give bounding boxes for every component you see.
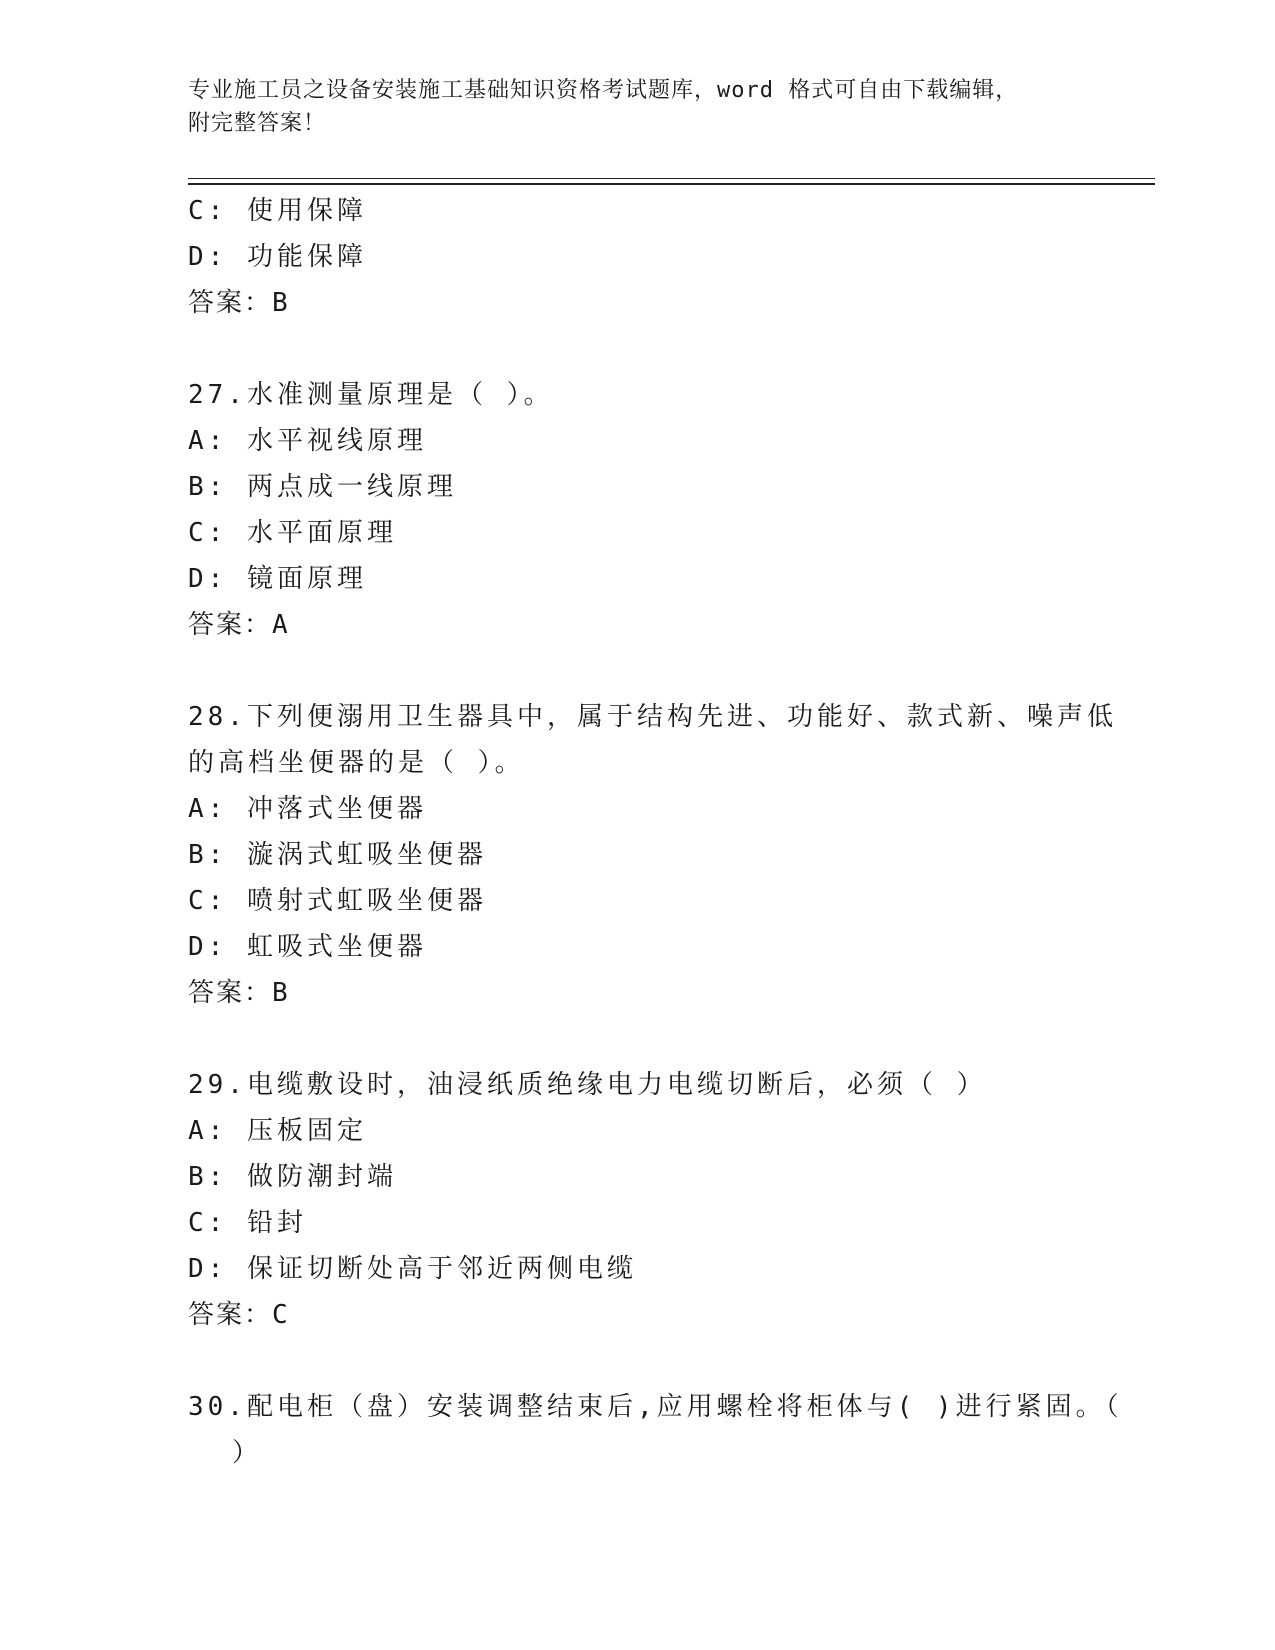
question-stem: 27.水准测量原理是（ ）。 [188,380,554,410]
question-30 [188,1384,1123,1476]
answer-line [188,280,1088,326]
answer-value: C [272,1300,288,1330]
answer-label: 答案： [188,288,273,318]
option-b: B: 两点成一线原理 [188,472,457,502]
question-stem-line-1: 30.配电柜（盘）安装调整结束后,应用螺栓将柜体与( )进行紧固。（ [188,1392,1123,1422]
option-d: D: 功能保障 [188,242,367,272]
header-divider-thin [188,178,1155,179]
question-stem-line-2: ） [232,1438,263,1468]
option-d: D: 镜面原理 [188,564,367,594]
header-line-1: 专业施工员之设备安装施工基础知识资格考试题库，word 格式可自由下载编辑， [188,78,1019,103]
option-c: C: 使用保障 [188,196,367,226]
option-c: C: 喷射式虹吸坐便器 [188,886,487,916]
option-d: D: 保证切断处高于邻近两侧电缆 [188,1254,637,1284]
header-line-2: 附完整答案！ [188,111,327,136]
answer-label: 答案： [188,978,273,1008]
answer-label: 答案： [188,610,273,640]
answer-line [188,1292,1088,1338]
option-b: B: 漩涡式虹吸坐便器 [188,840,487,870]
question-29 [188,1062,1088,1338]
option-c: C: 铅封 [188,1208,307,1238]
option-d: D: 虹吸式坐便器 [188,932,427,962]
answer-label: 答案： [188,1300,273,1330]
answer-line [188,602,1088,648]
header-divider-thick [188,183,1155,185]
option-a: A: 水平视线原理 [188,426,427,456]
question-stem-line-2: 的高档坐便器的是（ ）。 [188,748,525,778]
question-stem: 29.电缆敷设时，油浸纸质绝缘电力电缆切断后，必须（ ） [188,1070,987,1100]
document-body [188,188,1123,1476]
option-a: A: 冲落式坐便器 [188,794,427,824]
option-b: B: 做防潮封端 [188,1162,397,1192]
carryover-question [188,188,1088,326]
option-c: C: 水平面原理 [188,518,397,548]
option-a: A: 压板固定 [188,1116,367,1146]
question-27 [188,372,1088,648]
question-stem-line-1: 28.下列便溺用卫生器具中，属于结构先进、功能好、款式新、噪声低 [188,702,1117,732]
answer-value: B [272,978,288,1008]
answer-line [188,970,1088,1016]
answer-value: B [272,288,288,318]
question-28 [188,694,1117,1016]
document-header [188,74,1088,140]
answer-value: A [272,610,288,640]
